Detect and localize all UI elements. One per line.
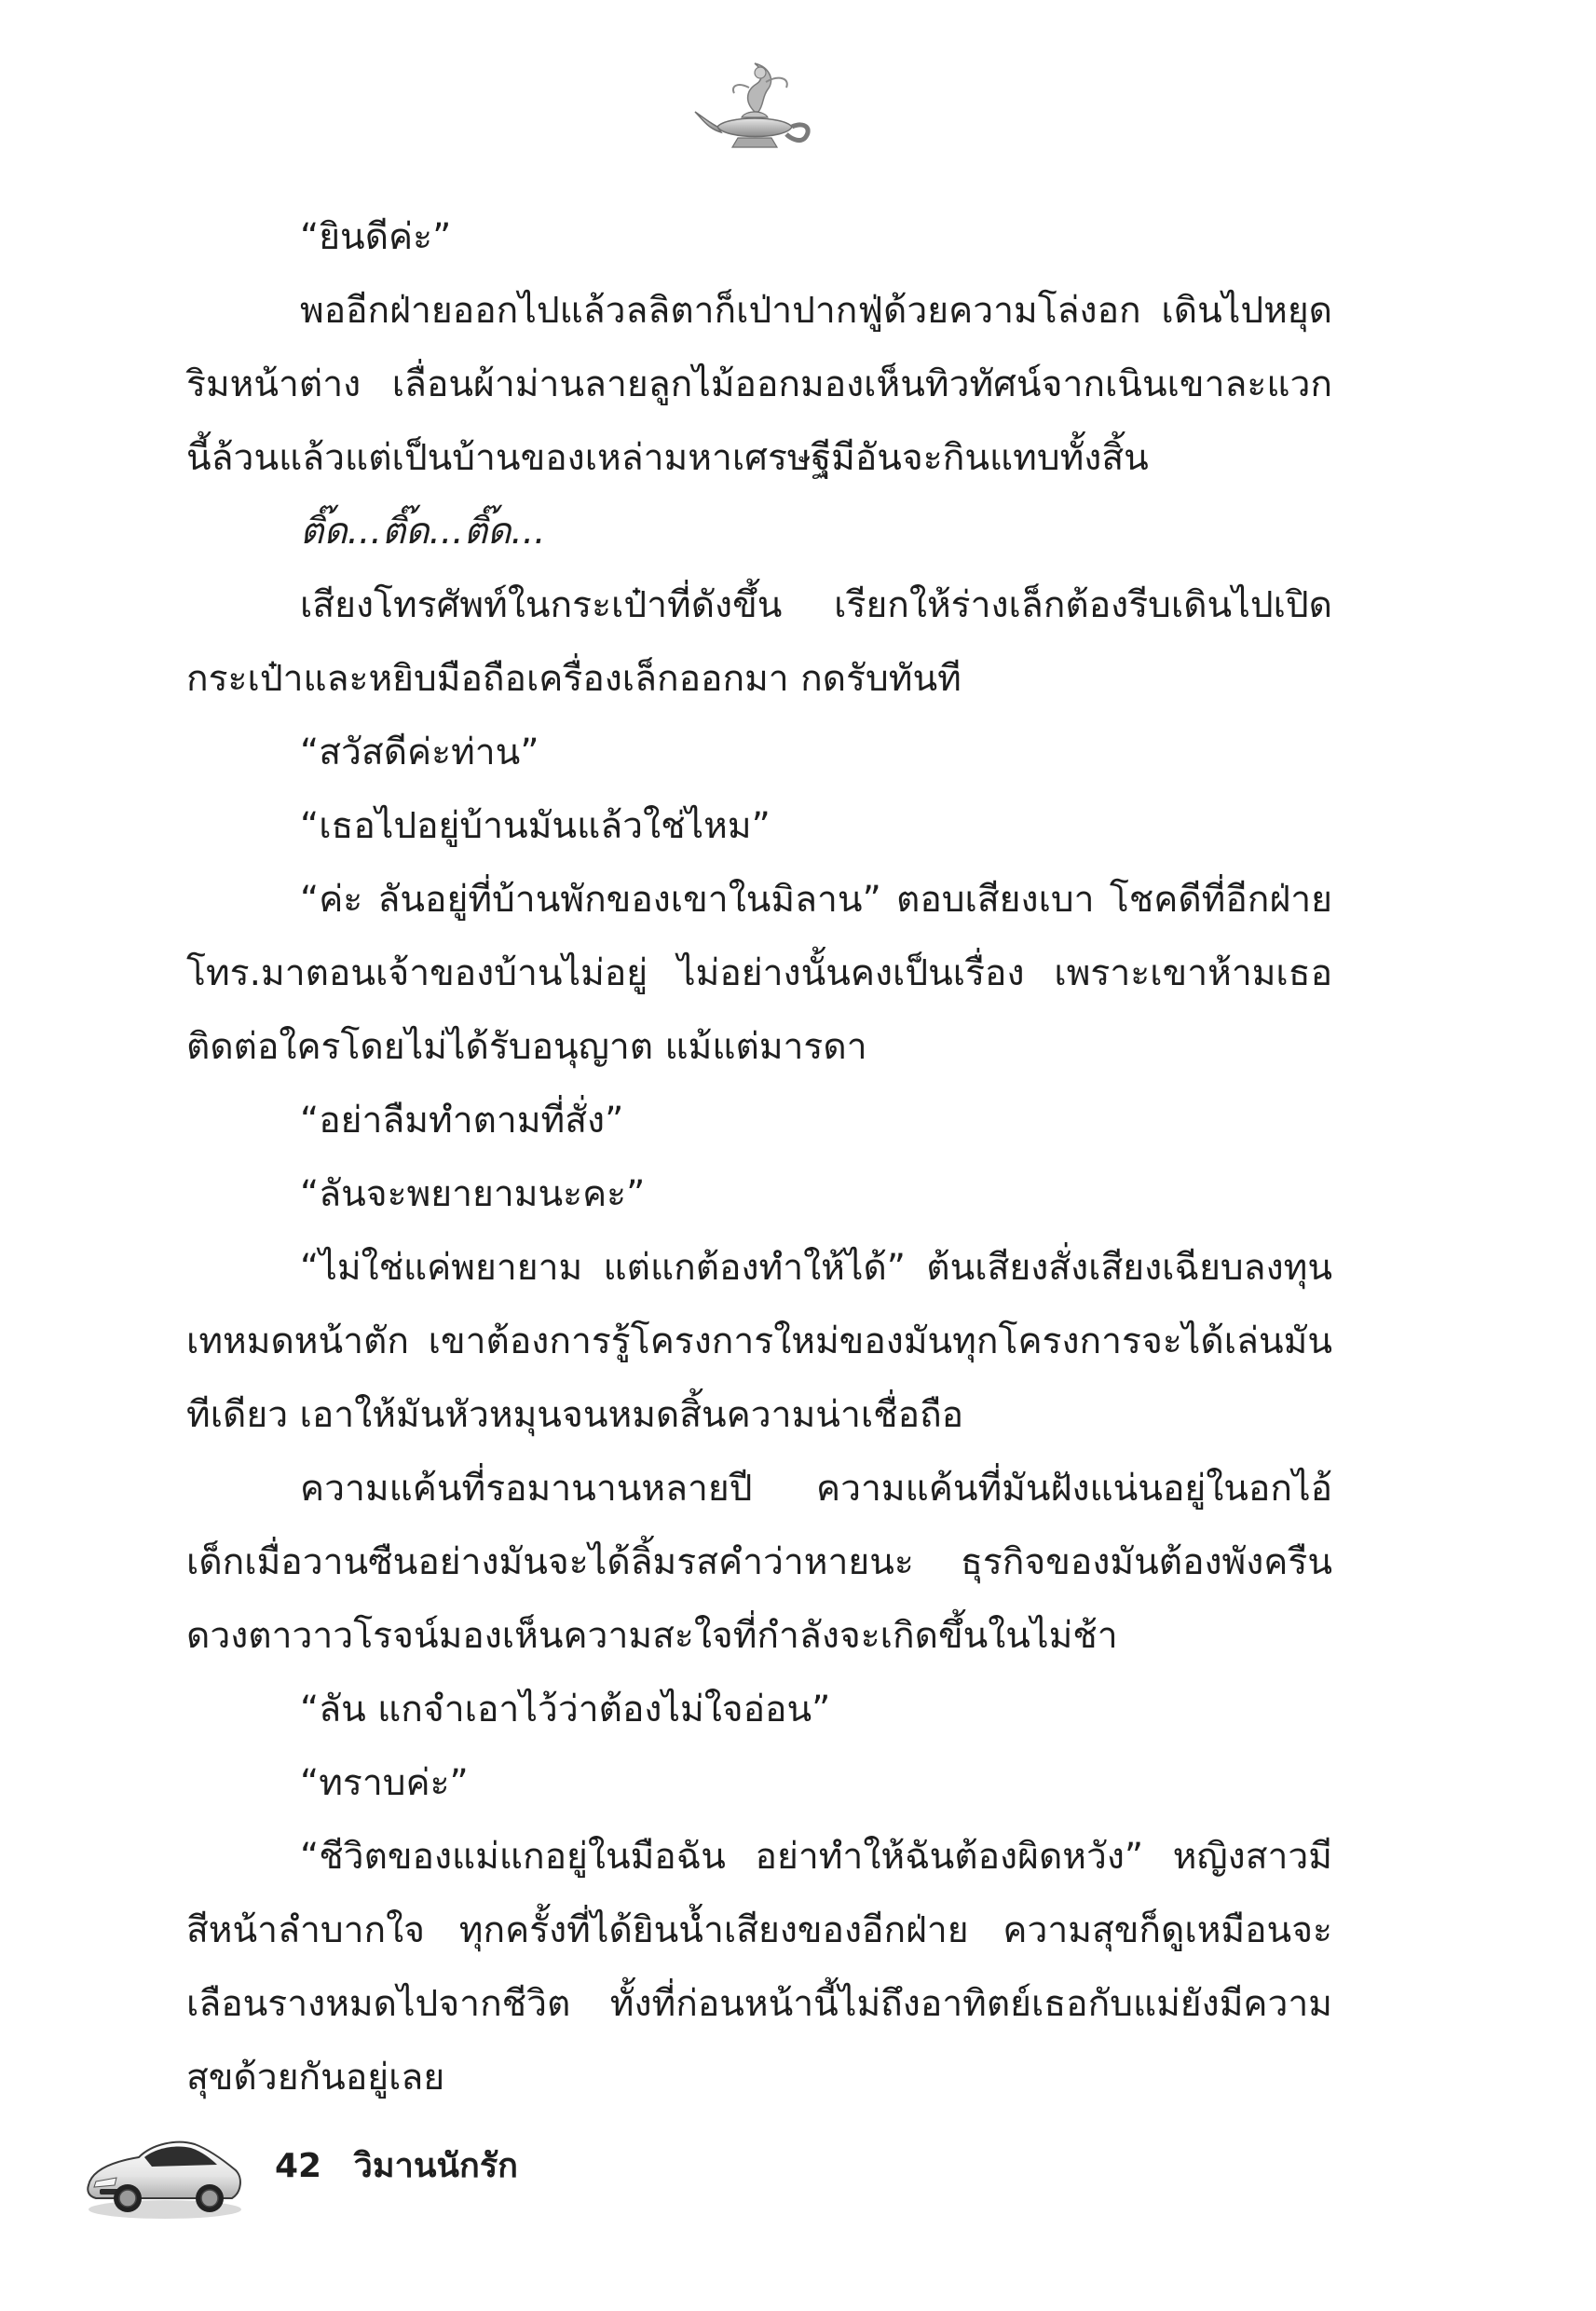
paragraph: “เธอไปอยู่บ้านมันแล้วใช่ไหม”	[300, 805, 771, 847]
paragraph: “ไม่ใช่แค่พยายาม แต่แกต้องทำให้ได้” ต้นเสียงสั่งเสียงเฉียบลงทุนเทหมดหน้าตัก เขาต้องการรู้โครงการใหม่ของมันทุกโครงการจะได้เล่นมันทีเดียว เอาให้มันหัวหมุนจนหมดสิ้นความน่าเชื่อถือ	[186, 1247, 1332, 1436]
lamp-with-genie-icon	[689, 54, 820, 166]
paragraph: พออีกฝ่ายออกไปแล้วลลิตาก็เป่าปากฟู่ด้วยความโล่งอก เดินไปหยุดริมหน้าต่าง เลื่อนผ้าม่านลายลูกไม้ออกมองเห็นทิวทัศน์จากเนินเขาละแวกนี้ล้วนแล้วแต่เป็นบ้านของเหล่ามหาเศรษฐีมีอันจะกินแทบทั้งสิ้น	[186, 290, 1332, 479]
body-text	[186, 200, 1332, 2120]
paragraph: ความแค้นที่รอมานานหลายปี ความแค้นที่มันฝังแน่นอยู่ในอกไอ้เด็กเมื่อวานซืนอย่างมันจะได้ลิ้มรสคำว่าหายนะ ธุรกิจของมันต้องพังครืน ดวงตาวาวโรจน์มองเห็นความสะใจที่กำลังจะเกิดขึ้นในไม่ช้า	[186, 1468, 1332, 1657]
paragraph: “ลันจะพยายามนะคะ”	[300, 1173, 646, 1215]
paragraph: “สวัสดีค่ะท่าน”	[300, 732, 539, 773]
paragraph: “ชีวิตของแม่แกอยู่ในมือฉัน อย่าทำให้ฉันต้องผิดหวัง” หญิงสาวมีสีหน้าลำบากใจ ทุกครั้งที่ได้ยินน้ำเสียงของอีกฝ่าย ความสุขก็ดูเหมือนจะเลือนรางหมดไปจากชีวิต ทั้งที่ก่อนหน้านี้ไม่ถึงอาทิตย์เธอกับแม่ยังมีความสุขด้วยกันอยู่เลย	[186, 1836, 1332, 2099]
paragraph: “ลัน แกจำเอาไว้ว่าต้องไม่ใจอ่อน”	[300, 1689, 831, 1730]
page-footer	[275, 2146, 518, 2187]
paragraph: “ค่ะ ลันอยู่ที่บ้านพักของเขาในมิลาน” ตอบเสียงเบา โชคดีที่อีกฝ่ายโทร.มาตอนเจ้าของบ้านไม่อยู่ ไม่อย่างนั้นคงเป็นเรื่อง เพราะเขาห้ามเธอติดต่อใครโดยไม่ได้รับอนุญาต แม้แต่มารดา	[186, 879, 1332, 1068]
page-number: 42	[275, 2147, 322, 2185]
paragraph: “อย่าลืมทำตามที่สั่ง”	[300, 1100, 624, 1142]
paragraph: “ยินดีค่ะ”	[300, 216, 452, 258]
paragraph: ติ๊ด...ติ๊ด...ติ๊ด...	[300, 511, 546, 553]
book-title: วิมานนักรัก	[353, 2147, 518, 2185]
paragraph: เสียงโทรศัพท์ในกระเป๋าที่ดังขึ้น เรียกให้ร่างเล็กต้องรีบเดินไปเปิดกระเป๋าและหยิบมือถือเครื่องเล็กออกมา กดรับทันที	[186, 584, 1332, 700]
sports-car-icon	[79, 2111, 247, 2222]
paragraph: “ทราบค่ะ”	[300, 1762, 469, 1804]
